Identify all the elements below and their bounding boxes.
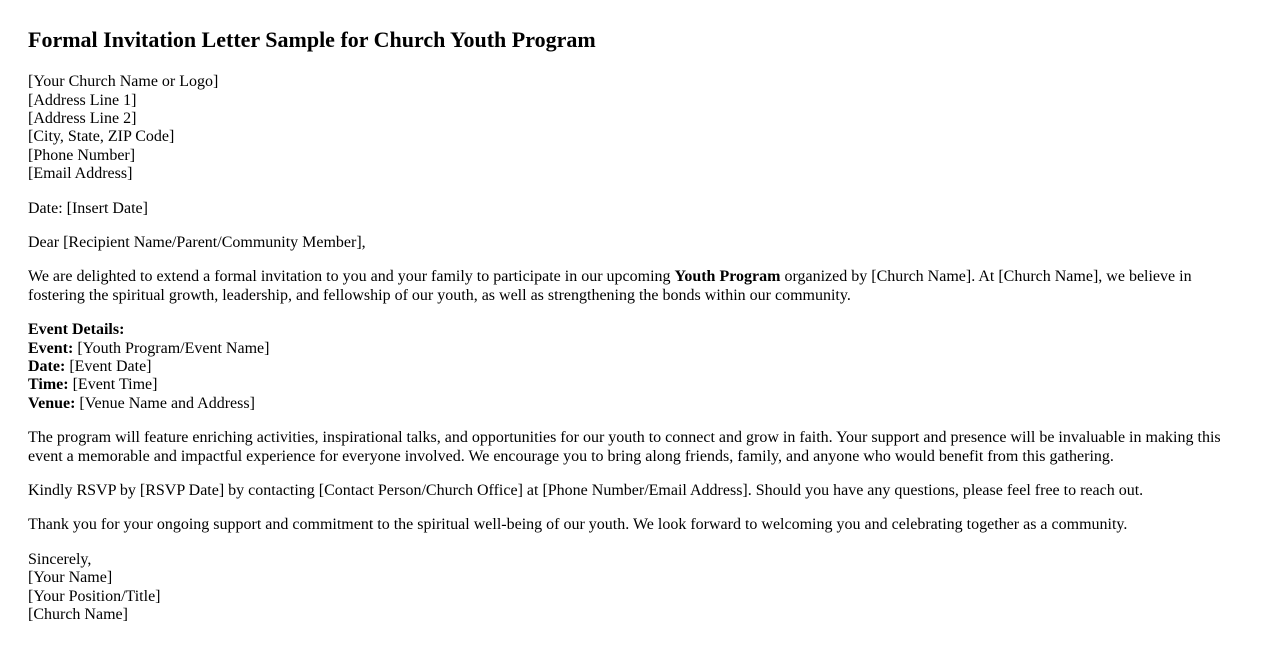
- bold-text-run: Venue:: [28, 394, 76, 412]
- bold-text-run: Event Details:: [28, 321, 125, 339]
- intro-paragraph: [28, 268, 1250, 305]
- text-run: [Your Church Name or Logo]: [28, 73, 219, 91]
- text-run: Kindly RSVP by [RSVP Date] by contacting [Contact Person/Church Office] at [Phone Number/Email Address]. Should you have any questions, please feel free to reach out.: [28, 481, 1144, 499]
- rsvp-paragraph: [28, 482, 1250, 500]
- text-run: We are delighted to extend a formal invitation to you and your family to participate in our upcoming: [28, 268, 675, 286]
- text-run: The program will feature enriching activities, inspirational talks, and opportunities for our youth to connect and grow in faith. Your support and presence will be invaluable in making this event a memorable and impactful experience for everyone involved. We encourage you to bring along friends, family, and anyone who would benefit from this gathering.: [28, 429, 1221, 465]
- date-line: [28, 200, 1250, 218]
- text-run: [Email Address]: [28, 165, 133, 183]
- bold-text-run: Time:: [28, 376, 69, 394]
- text-run: [Church Name]: [28, 605, 128, 623]
- bold-text-run: Date:: [28, 357, 66, 375]
- text-run: [Address Line 2]: [28, 110, 137, 128]
- page-title: Formal Invitation Letter Sample for Church Youth Program: [28, 27, 596, 52]
- text-run: [Youth Program/Event Name]: [73, 339, 270, 357]
- text-run: Thank you for your ongoing support and commitment to the spiritual well-being of our youth. We look forward to welcoming you and celebrating together as a community.: [28, 516, 1128, 534]
- sender-address-block: [28, 73, 1250, 183]
- text-run: organized by [Church Name]. At [Church Name], we believe in fostering the spiritual growth, leadership, and fellowship of our youth, as well as strengthening the bonds within our community.: [28, 268, 1192, 304]
- text-run: [City, State, ZIP Code]: [28, 128, 175, 146]
- text-run: [Your Position/Title]: [28, 587, 161, 605]
- text-run: [Phone Number]: [28, 146, 136, 164]
- text-run: [Venue Name and Address]: [75, 394, 255, 412]
- text-run: [Event Time]: [68, 376, 158, 394]
- bold-text-run: Event:: [28, 339, 74, 357]
- text-run: [Your Name]: [28, 569, 113, 587]
- text-run: [Address Line 1]: [28, 91, 137, 109]
- event-details-block: [28, 321, 1250, 413]
- text-run: Dear [Recipient Name/Parent/Community Member],: [28, 234, 366, 252]
- salutation: [28, 234, 1250, 252]
- bold-text-run: Youth Program: [674, 268, 781, 286]
- signature-block: [28, 551, 1250, 625]
- text-run: [Event Date]: [65, 357, 152, 375]
- text-run: Date: [Insert Date]: [28, 199, 148, 217]
- text-run: Sincerely,: [28, 550, 92, 568]
- thank-you-paragraph: [28, 516, 1250, 534]
- program-description-paragraph: [28, 429, 1250, 466]
